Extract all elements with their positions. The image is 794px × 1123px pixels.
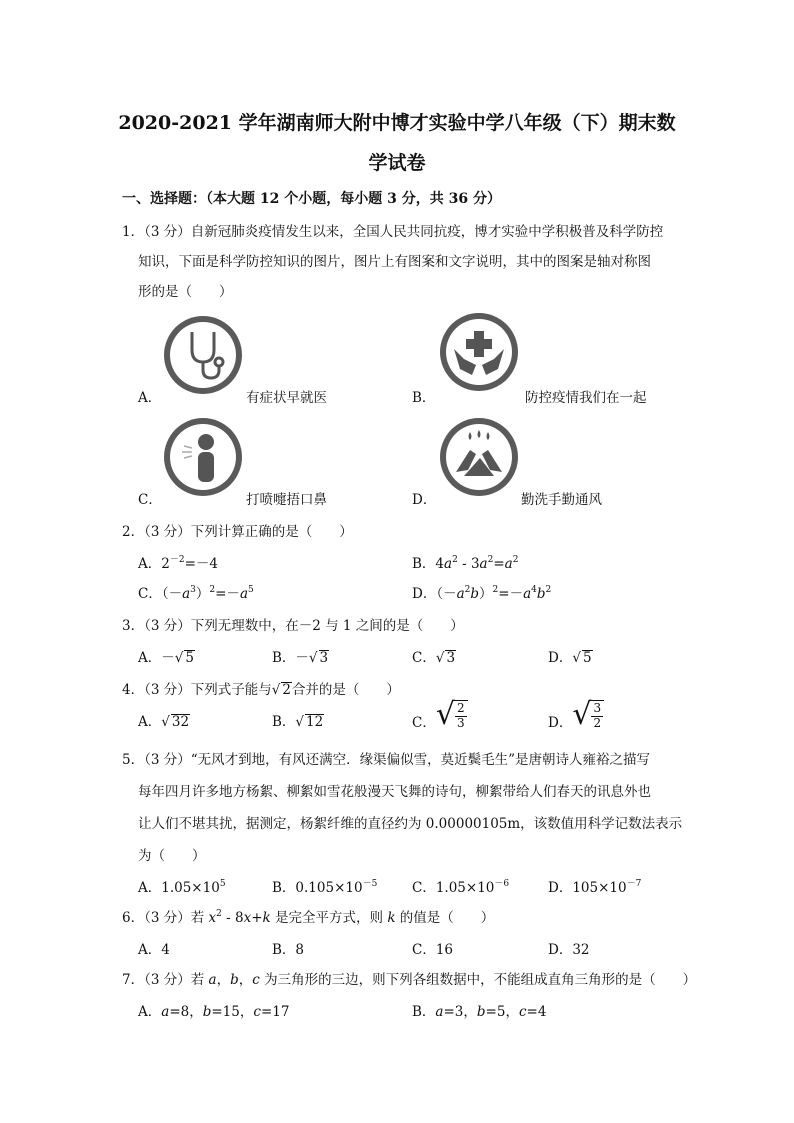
- q3-option-a: A．－√ 5: [138, 650, 194, 666]
- q5-line2: 每年四月许多地方杨絮、柳絮如雪花般漫天飞舞的诗句，柳絮带给人们春天的讯息外也: [138, 784, 651, 800]
- q1-option-a-caption: 有症状早就医: [246, 390, 327, 406]
- handwash-icon: [440, 418, 518, 496]
- page-title: 2020-2021 学年湖南师大附中博才实验中学八年级（下）期末数: [118, 112, 676, 134]
- q2-option-c: C．$(-a^3)^2=-a^5$: [138, 585, 254, 602]
- q4-option-d: D． √ $\frac{3}{2}$: [548, 700, 604, 731]
- q7-option-a: A．a=8，b=15，c=17: [138, 1004, 290, 1020]
- q6-option-c: C．16: [412, 942, 454, 958]
- q4-option-a: A．√ 32: [138, 714, 190, 730]
- stethoscope-icon: [164, 316, 242, 394]
- q2-option-d: D．$(-a^2b)^2=-a^4b^2$: [412, 585, 552, 602]
- q1-option-a-letter: A．: [138, 390, 162, 406]
- q5-option-b: B．$0.105\times 10^{-5}$: [272, 879, 378, 896]
- q5-option-a: A．$1.05\times 10^5$: [138, 879, 226, 896]
- sneeze-icon: [164, 418, 242, 496]
- q4-option-c: C． √ $\frac{2}{3}$: [412, 700, 468, 731]
- q6-option-b: B．8: [272, 942, 305, 958]
- q3-option-c: C．√ 3: [412, 650, 456, 666]
- q5-option-c: C．$1.05\times 10^{-6}$: [412, 879, 510, 896]
- q1-option-d-caption: 勤洗手勤通风: [521, 492, 602, 508]
- q2-option-a: A．$2^{-2}=-4$: [138, 555, 218, 572]
- q2-option-b: B．$4a^2 - 3a^2=a^2$: [412, 555, 519, 572]
- q1-line1: 1．（3 分）自新冠肺炎疫情发生以来，全国人民共同抗疫，博才实验中学积极普及科学防控: [122, 224, 664, 240]
- q3-option-d: D．√ 5: [548, 650, 592, 666]
- q6-option-d: D．32: [548, 942, 590, 958]
- q5-line4: 为（ ）: [138, 848, 206, 864]
- page-title-line2: 学试卷: [368, 152, 426, 174]
- q1-option-c-caption: 打喷嚏捂口鼻: [246, 492, 327, 508]
- q3-stem: 3．（3 分）下列无理数中，在－2 与 1 之间的是（ ）: [122, 618, 464, 634]
- hands-cross-icon: [440, 313, 518, 391]
- q5-line1: 5．（3 分）“无风才到地，有风还满空．缘渠偏似雪，莫近鬓毛生”是唐朝诗人雍裕之描写: [122, 752, 651, 768]
- q1-line2: 知识，下面是科学防控知识的图片，图片上有图案和文字说明，其中的图案是轴对称图: [138, 254, 651, 270]
- q7-option-b: B．a=3，b=5，c=4: [412, 1004, 547, 1020]
- q7-stem: 7．（3 分）若 a，b，c 为三角形的三边，则下列各组数据中，不能组成直角三角形的是（ ）: [122, 972, 697, 988]
- q6-option-a: A．4: [138, 942, 170, 958]
- q1-option-d-letter: D．: [412, 492, 437, 508]
- q1-option-b-caption: 防控疫情我们在一起: [525, 390, 647, 406]
- q3-option-b: B．－√ 3: [272, 650, 329, 666]
- q2-stem: 2．（3 分）下列计算正确的是（ ）: [122, 524, 353, 540]
- q5-line3: 让人们不堪其扰，据测定，杨絮纤维的直径约为 0.00000105m，该数值用科学记数法表示: [138, 816, 683, 832]
- q5-option-d: D．$105\times 10^{-7}$: [548, 879, 642, 896]
- q1-line3: 形的是（ ）: [138, 284, 233, 300]
- q4-option-b: B．√ 12: [272, 714, 324, 730]
- q1-option-b-letter: B．: [412, 390, 436, 406]
- section-heading: 一、选择题：（本大题 12 个小题，每小题 3 分，共 36 分）: [122, 191, 501, 207]
- q6-stem: 6．（3 分）若 $x^2 - 8x+k$ 是完全平方式，则 k 的值是（ ）: [122, 909, 495, 926]
- q1-option-c-letter: C．: [138, 492, 162, 508]
- q4-stem: 4．（3 分）下列式子能与√ 2合并的是（ ）: [122, 682, 400, 698]
